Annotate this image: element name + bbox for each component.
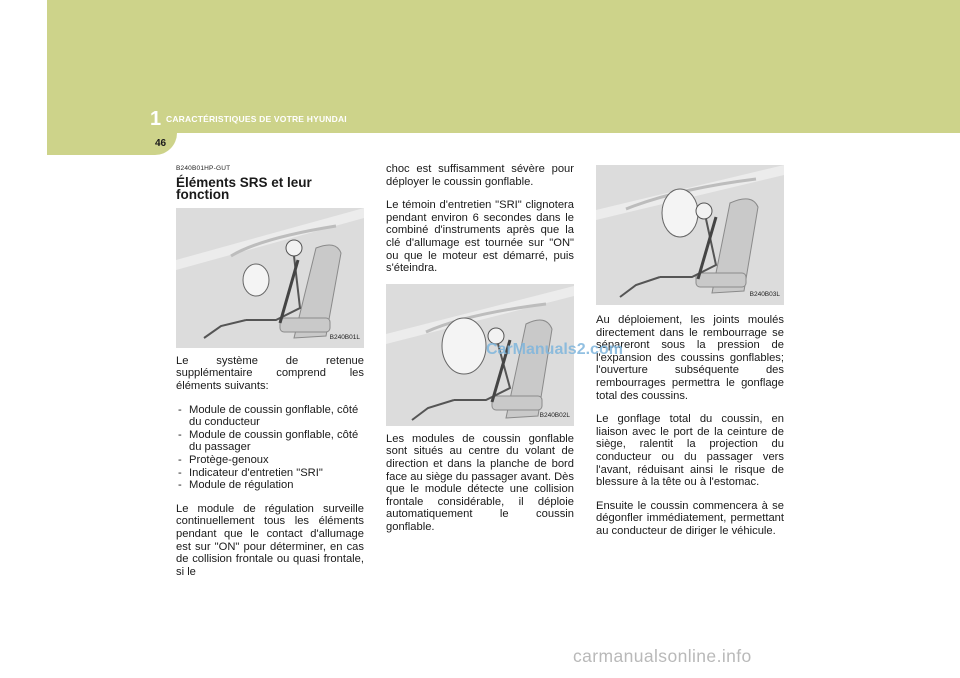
body-paragraph: Les modules de coussin gonflable sont situés au centre du volant de direction et dans la planche de bord face au siège du passager avant. Dès que le module détecte une collision frontale considérable, il déploie automatiquement le coussin gonflable. bbox=[386, 432, 574, 533]
page-number: 46 bbox=[155, 138, 167, 149]
list-item: - Module de coussin gonflable, côté du conducteur bbox=[176, 404, 364, 429]
watermark-overlay: CarManuals2.com bbox=[486, 341, 623, 358]
intro-text: Le système de retenue supplémentaire comprend les éléments suivants: bbox=[176, 354, 364, 392]
body-paragraph: choc est suffisamment sévère pour déployer le coussin gonflable. bbox=[386, 163, 574, 188]
body-paragraph: Au déploiement, les joints moulés directement dans le rembourrage se sépareront sous la pression de l'expansion des coussins gonflables; l'ouverture subséquente des rembourrages permettra le gonflage total des coussins. bbox=[596, 314, 784, 402]
figure-airbag-deployment bbox=[596, 165, 784, 305]
body-paragraph: Le témoin d'entretien "SRI" clignotera pendant environ 6 secondes dans le combiné d'instruments après que la clé d'allumage est tournée sur "ON" ou que le moteur est démarré, puis s'éteindra. bbox=[386, 199, 574, 275]
list-item: - Module de coussin gonflable, côté du passager bbox=[176, 429, 364, 454]
chapter-title: CARACTÉRISTIQUES DE VOTRE HYUNDAI bbox=[166, 114, 347, 124]
figure-label: B240B03L bbox=[749, 291, 780, 299]
list-item: - Module de régulation bbox=[176, 479, 364, 492]
body-paragraph: Le gonflage total du coussin, en liaison avec le port de la ceinture de siège, ralentit la projection du conducteur ou du passager vers l'avant, réduisant ainsi le risque de blessure à la tête ou à l'estomac. bbox=[596, 413, 784, 489]
list-item: - Indicateur d'entretien "SRI" bbox=[176, 467, 364, 480]
section-heading: Éléments SRS et leur fonction bbox=[176, 174, 312, 203]
section-code: B240B01HP-GUT bbox=[176, 165, 231, 172]
body-paragraph: Ensuite le coussin commencera à se dégonfler immédiatement, permettant au conducteur de diriger le véhicule. bbox=[596, 499, 784, 537]
footer-watermark: carmanualsonline.info bbox=[573, 646, 752, 666]
chapter-number: 1 bbox=[150, 108, 162, 130]
component-list bbox=[176, 404, 364, 492]
figure-label: B240B01L bbox=[329, 334, 360, 342]
figure-driver-airbag bbox=[176, 208, 364, 348]
column-1 bbox=[176, 163, 364, 589]
driver-airbag-illustration bbox=[176, 208, 364, 348]
figure-label: B240B02L bbox=[539, 412, 570, 420]
list-item: - Protège-genoux bbox=[176, 454, 364, 467]
deployment-illustration bbox=[596, 165, 784, 305]
body-paragraph: Le module de régulation surveille continuellement tous les éléments pendant que le contact d'allumage est sur "ON" pour déterminer, en cas de collision frontale ou quasi frontale, si le bbox=[176, 502, 364, 578]
column-3 bbox=[596, 165, 784, 549]
